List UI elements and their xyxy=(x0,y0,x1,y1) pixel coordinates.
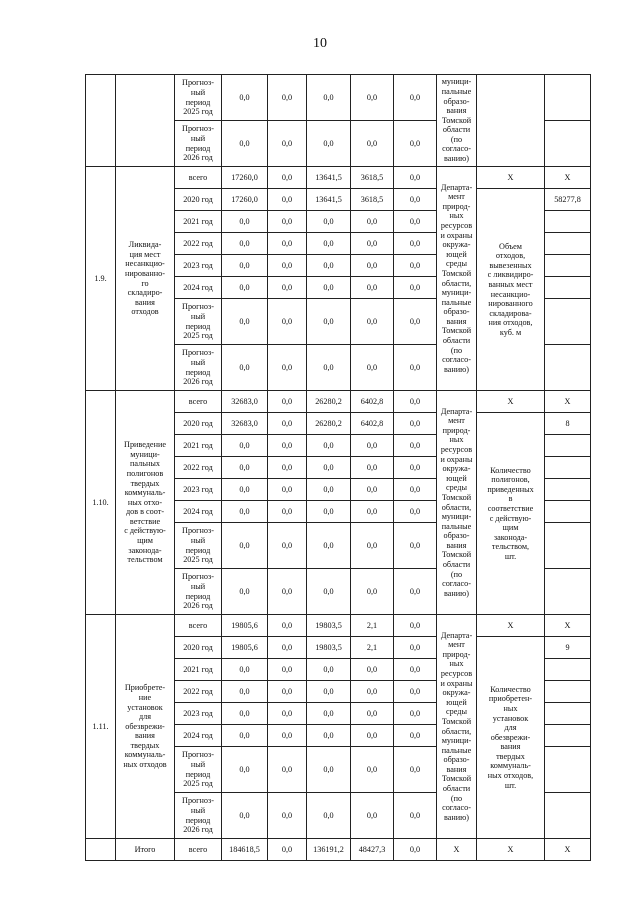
value-cell: 0,0 xyxy=(394,681,437,703)
period-cell: Прогноз- ный период 2025 год xyxy=(175,75,222,121)
value-cell: 0,0 xyxy=(222,75,268,121)
row-number: 1.10. xyxy=(86,391,116,615)
period-cell: 2023 год xyxy=(175,703,222,725)
total-row xyxy=(86,839,591,861)
value-cell: 32683,0 xyxy=(222,413,268,435)
total-period: всего xyxy=(175,839,222,861)
value-cell: 0,0 xyxy=(222,523,268,569)
value-cell: 0,0 xyxy=(394,501,437,523)
value-cell: 0,0 xyxy=(222,345,268,391)
indicator-value xyxy=(545,345,591,391)
value-cell: 0,0 xyxy=(268,167,307,189)
total-indicator-x: Х xyxy=(477,839,545,861)
period-cell: 2022 год xyxy=(175,457,222,479)
value-cell: 0,0 xyxy=(307,299,351,345)
value-cell: 0,0 xyxy=(268,391,307,413)
indicator-value xyxy=(545,277,591,299)
value-cell: 0,0 xyxy=(394,75,437,121)
value-cell: 0,0 xyxy=(394,391,437,413)
value-cell: 0,0 xyxy=(307,681,351,703)
value-cell: 0,0 xyxy=(268,615,307,637)
page-number: 10 xyxy=(313,36,327,51)
value-cell: 0,0 xyxy=(307,277,351,299)
period-cell: 2020 год xyxy=(175,413,222,435)
indicator-value xyxy=(545,211,591,233)
value-cell: 0,0 xyxy=(307,747,351,793)
period-cell: 2023 год xyxy=(175,479,222,501)
total-value: 0,0 xyxy=(268,839,307,861)
period-cell: Прогноз- ный период 2025 год xyxy=(175,523,222,569)
value-cell: 3618,5 xyxy=(351,189,394,211)
value-cell: 0,0 xyxy=(394,479,437,501)
value-cell: 0,0 xyxy=(268,255,307,277)
value-cell: 0,0 xyxy=(394,255,437,277)
value-cell: 19805,6 xyxy=(222,615,268,637)
value-cell: 0,0 xyxy=(307,121,351,167)
table-row xyxy=(86,391,591,413)
row-number: 1.11. xyxy=(86,615,116,839)
indicator-value xyxy=(545,435,591,457)
indicator-value xyxy=(545,569,591,615)
value-cell: 0,0 xyxy=(307,435,351,457)
value-cell: 3618,5 xyxy=(351,167,394,189)
value-cell: 0,0 xyxy=(268,479,307,501)
value-cell: 2,1 xyxy=(351,615,394,637)
value-cell: 0,0 xyxy=(394,747,437,793)
value-cell: 0,0 xyxy=(307,501,351,523)
value-cell: 0,0 xyxy=(351,659,394,681)
value-cell: 0,0 xyxy=(268,793,307,839)
value-cell: 26280,2 xyxy=(307,413,351,435)
period-cell: 2022 год xyxy=(175,233,222,255)
measure-name: Приобрете- ние установок для обезврежи- вания твердых коммуналь- ных отходов xyxy=(116,615,175,839)
total-dept-x: Х xyxy=(437,839,477,861)
value-cell: 0,0 xyxy=(307,255,351,277)
period-cell: Прогноз- ный период 2026 год xyxy=(175,121,222,167)
value-cell: 0,0 xyxy=(268,659,307,681)
value-cell: 0,0 xyxy=(394,659,437,681)
indicator-name: Объем отходов, вывезенных с ликвидиро- ванных мест несанкцио- нированного складирова- ния отходов, куб. м xyxy=(477,189,545,391)
indicator-value xyxy=(545,457,591,479)
row-number xyxy=(86,75,116,167)
measure-name: Ликвида- ция мест несанкцио- нированно- го складиро- вания отходов xyxy=(116,167,175,391)
value-cell: 19805,6 xyxy=(222,637,268,659)
value-cell: 0,0 xyxy=(351,703,394,725)
value-cell: 6402,8 xyxy=(351,413,394,435)
value-cell: 32683,0 xyxy=(222,391,268,413)
period-cell: 2024 год xyxy=(175,501,222,523)
indicator-value xyxy=(545,681,591,703)
value-cell: 0,0 xyxy=(268,413,307,435)
indicator-value xyxy=(545,703,591,725)
value-cell: 19803,5 xyxy=(307,615,351,637)
period-cell: 2021 год xyxy=(175,211,222,233)
value-cell: 0,0 xyxy=(394,793,437,839)
value-cell: 13641,5 xyxy=(307,189,351,211)
table-body xyxy=(86,75,591,861)
value-cell: 0,0 xyxy=(268,703,307,725)
period-cell: Прогноз- ный период 2026 год xyxy=(175,793,222,839)
value-cell: 0,0 xyxy=(268,299,307,345)
value-cell: 0,0 xyxy=(222,479,268,501)
value-cell: 0,0 xyxy=(222,747,268,793)
responsible-dept: Департа- мент природ- ных ресурсов и охраны окружа- ющей среды Томской области, муници- пальные образо- вания Томской области (по согласо- ванию) xyxy=(437,615,477,839)
value-cell: 0,0 xyxy=(394,569,437,615)
value-cell: 0,0 xyxy=(222,569,268,615)
value-cell: 0,0 xyxy=(351,211,394,233)
total-indicator-value-x: Х xyxy=(545,839,591,861)
value-cell: 0,0 xyxy=(351,457,394,479)
value-cell: 17260,0 xyxy=(222,167,268,189)
value-cell: 0,0 xyxy=(268,457,307,479)
value-cell: 0,0 xyxy=(222,435,268,457)
value-cell: 0,0 xyxy=(351,747,394,793)
value-cell: 0,0 xyxy=(394,523,437,569)
period-cell: 2024 год xyxy=(175,277,222,299)
value-cell: 0,0 xyxy=(222,793,268,839)
indicator-value xyxy=(545,299,591,345)
program-table xyxy=(85,74,591,861)
total-value: 184618,5 xyxy=(222,839,268,861)
value-cell: 0,0 xyxy=(268,345,307,391)
value-cell: 0,0 xyxy=(222,501,268,523)
total-value: 48427,3 xyxy=(351,839,394,861)
value-cell: 0,0 xyxy=(351,523,394,569)
period-cell: 2022 год xyxy=(175,681,222,703)
value-cell: 0,0 xyxy=(307,793,351,839)
measure-name: Приведение муници- пальных полигонов твердых коммуналь- ных отхо- дов в соот- ветствие с действую- щим законода- тельством xyxy=(116,391,175,615)
value-cell: 0,0 xyxy=(351,299,394,345)
value-cell: 0,0 xyxy=(394,167,437,189)
value-cell: 0,0 xyxy=(268,681,307,703)
value-cell: 0,0 xyxy=(394,121,437,167)
period-cell: 2021 год xyxy=(175,435,222,457)
value-cell: 0,0 xyxy=(222,299,268,345)
indicator-name: Количество полигонов, приведенных в соответствие с действую- щим законода- тельством, шт. xyxy=(477,413,545,615)
value-cell: 13641,5 xyxy=(307,167,351,189)
value-cell: 0,0 xyxy=(307,345,351,391)
responsible-dept: Департа- мент природ- ных ресурсов и охраны окружа- ющей среды Томской области, муници- пальные образо- вания Томской области (по согласо- ванию) xyxy=(437,391,477,615)
value-cell: 0,0 xyxy=(394,277,437,299)
table-row xyxy=(86,615,591,637)
value-cell: 0,0 xyxy=(351,121,394,167)
value-cell: 2,1 xyxy=(351,637,394,659)
total-value: 136191,2 xyxy=(307,839,351,861)
total-number xyxy=(86,839,116,861)
value-cell: 0,0 xyxy=(394,435,437,457)
indicator-value xyxy=(545,255,591,277)
value-cell: 0,0 xyxy=(222,457,268,479)
indicator-value xyxy=(545,75,591,121)
value-cell: 0,0 xyxy=(394,615,437,637)
indicator-value xyxy=(545,659,591,681)
total-label: Итого xyxy=(116,839,175,861)
period-cell: Прогноз- ный период 2026 год xyxy=(175,569,222,615)
total-value: 0,0 xyxy=(394,839,437,861)
value-cell: 19803,5 xyxy=(307,637,351,659)
indicator-value xyxy=(545,501,591,523)
value-cell: 0,0 xyxy=(394,189,437,211)
value-cell: 0,0 xyxy=(351,435,394,457)
period-cell: 2021 год xyxy=(175,659,222,681)
value-cell: 0,0 xyxy=(222,121,268,167)
row-number: 1.9. xyxy=(86,167,116,391)
period-cell: всего xyxy=(175,615,222,637)
indicator-value xyxy=(545,233,591,255)
value-cell: 0,0 xyxy=(351,725,394,747)
value-cell: 0,0 xyxy=(268,435,307,457)
indicator-value-x: Х xyxy=(545,391,591,413)
value-cell: 0,0 xyxy=(351,793,394,839)
value-cell: 0,0 xyxy=(222,659,268,681)
indicator-x: Х xyxy=(477,615,545,637)
value-cell: 0,0 xyxy=(351,255,394,277)
value-cell: 0,0 xyxy=(222,233,268,255)
table-row xyxy=(86,167,591,189)
value-cell: 0,0 xyxy=(222,703,268,725)
value-cell: 0,0 xyxy=(394,725,437,747)
value-cell: 0,0 xyxy=(307,725,351,747)
period-cell: 2020 год xyxy=(175,189,222,211)
value-cell: 0,0 xyxy=(394,345,437,391)
indicator-name xyxy=(477,75,545,167)
period-cell: Прогноз- ный период 2025 год xyxy=(175,299,222,345)
indicator-x: Х xyxy=(477,391,545,413)
value-cell: 0,0 xyxy=(268,121,307,167)
value-cell: 0,0 xyxy=(351,681,394,703)
value-cell: 0,0 xyxy=(222,725,268,747)
value-cell: 0,0 xyxy=(394,637,437,659)
indicator-value xyxy=(545,725,591,747)
value-cell: 0,0 xyxy=(268,637,307,659)
value-cell: 0,0 xyxy=(307,703,351,725)
responsible-dept: Департа- мент природ- ных ресурсов и охраны окружа- ющей среды Томской области, муници- пальные образо- вания Томской области (по согласо- ванию) xyxy=(437,167,477,391)
indicator-value xyxy=(545,747,591,793)
indicator-name: Количество приобретен- ных установок для обезврежи- вания твердых коммуналь- ных отходов, шт. xyxy=(477,637,545,839)
measure-name xyxy=(116,75,175,167)
value-cell: 0,0 xyxy=(394,457,437,479)
value-cell: 0,0 xyxy=(351,277,394,299)
value-cell: 0,0 xyxy=(222,255,268,277)
indicator-x: Х xyxy=(477,167,545,189)
value-cell: 0,0 xyxy=(222,211,268,233)
period-cell: Прогноз- ный период 2026 год xyxy=(175,345,222,391)
value-cell: 0,0 xyxy=(268,725,307,747)
value-cell: 0,0 xyxy=(394,211,437,233)
value-cell: 0,0 xyxy=(351,345,394,391)
indicator-value xyxy=(545,793,591,839)
value-cell: 0,0 xyxy=(268,211,307,233)
indicator-value-x: Х xyxy=(545,167,591,189)
value-cell: 0,0 xyxy=(268,75,307,121)
value-cell: 0,0 xyxy=(394,703,437,725)
indicator-value xyxy=(545,479,591,501)
indicator-value xyxy=(545,121,591,167)
value-cell: 0,0 xyxy=(351,75,394,121)
period-cell: всего xyxy=(175,391,222,413)
value-cell: 0,0 xyxy=(307,233,351,255)
value-cell: 0,0 xyxy=(351,569,394,615)
value-cell: 26280,2 xyxy=(307,391,351,413)
period-cell: всего xyxy=(175,167,222,189)
value-cell: 0,0 xyxy=(307,479,351,501)
value-cell: 0,0 xyxy=(307,211,351,233)
value-cell: 0,0 xyxy=(268,501,307,523)
value-cell: 0,0 xyxy=(268,523,307,569)
indicator-value: 9 xyxy=(545,637,591,659)
indicator-value: 8 xyxy=(545,413,591,435)
value-cell: 0,0 xyxy=(268,233,307,255)
value-cell: 0,0 xyxy=(307,523,351,569)
table-row xyxy=(86,75,591,121)
value-cell: 0,0 xyxy=(394,413,437,435)
value-cell: 0,0 xyxy=(307,75,351,121)
indicator-value: 58277,8 xyxy=(545,189,591,211)
value-cell: 0,0 xyxy=(351,479,394,501)
period-cell: 2023 год xyxy=(175,255,222,277)
value-cell: 0,0 xyxy=(394,299,437,345)
value-cell: 0,0 xyxy=(268,189,307,211)
responsible-dept: муници- пальные образо- вания Томской области (по согласо- ванию) xyxy=(437,75,477,167)
value-cell: 0,0 xyxy=(351,233,394,255)
value-cell: 6402,8 xyxy=(351,391,394,413)
value-cell: 0,0 xyxy=(268,277,307,299)
value-cell: 0,0 xyxy=(394,233,437,255)
value-cell: 0,0 xyxy=(222,277,268,299)
value-cell: 0,0 xyxy=(268,747,307,793)
period-cell: 2020 год xyxy=(175,637,222,659)
value-cell: 0,0 xyxy=(307,457,351,479)
value-cell: 0,0 xyxy=(307,569,351,615)
value-cell: 0,0 xyxy=(307,659,351,681)
indicator-value-x: Х xyxy=(545,615,591,637)
value-cell: 0,0 xyxy=(222,681,268,703)
value-cell: 0,0 xyxy=(351,501,394,523)
indicator-value xyxy=(545,523,591,569)
value-cell: 17260,0 xyxy=(222,189,268,211)
period-cell: Прогноз- ный период 2025 год xyxy=(175,747,222,793)
period-cell: 2024 год xyxy=(175,725,222,747)
value-cell: 0,0 xyxy=(268,569,307,615)
